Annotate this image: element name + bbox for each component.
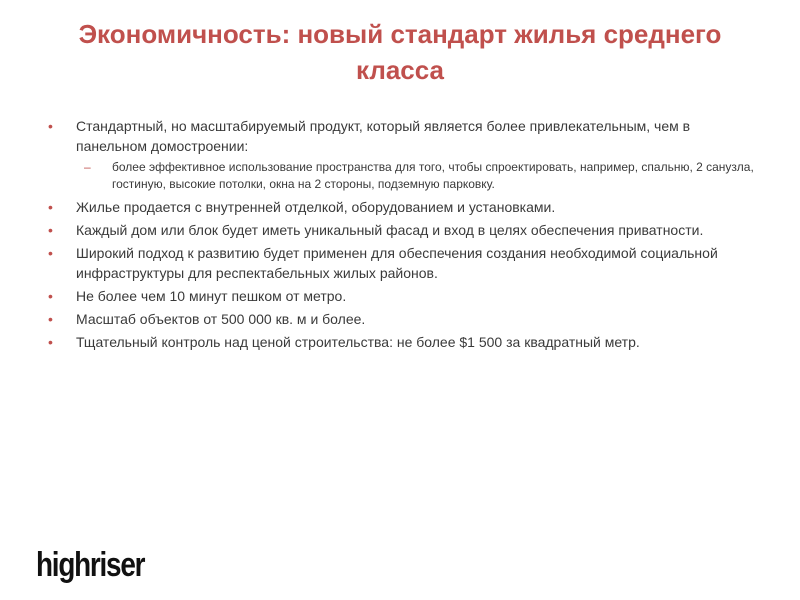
bullet-marker: • xyxy=(48,222,53,238)
sub-bullet-list xyxy=(76,159,758,193)
bullet-list xyxy=(48,116,758,352)
bullet-text: Масштаб объектов от 500 000 кв. м и более. xyxy=(76,311,366,327)
slide-content xyxy=(48,116,758,355)
bullet-text: Стандартный, но масштабируемый продукт, который является более привлекательным, чем в панельном домостроении: xyxy=(76,118,691,154)
bullet-item xyxy=(48,220,758,240)
bullet-item xyxy=(48,286,758,306)
bullet-text: Жилье продается с внутренней отделкой, оборудованием и установками. xyxy=(76,199,556,215)
bullet-item xyxy=(48,243,758,283)
bullet-marker: • xyxy=(48,311,53,327)
sub-bullet-marker: – xyxy=(84,160,91,174)
bullet-item xyxy=(48,309,758,329)
bullet-item xyxy=(48,116,758,193)
bullet-marker: • xyxy=(48,118,53,134)
bullet-text: Широкий подход к развитию будет применен для обеспечения создания необходимой социальной инфраструктуры для респектабельных жилых районов. xyxy=(76,245,718,281)
bullet-item xyxy=(48,197,758,217)
bullet-item xyxy=(48,332,758,352)
highriser-logo: highriser xyxy=(36,546,145,584)
bullet-marker: • xyxy=(48,334,53,350)
slide-title: Экономичность: новый стандарт жилья среднего класса xyxy=(78,19,722,85)
bullet-marker: • xyxy=(48,199,53,215)
sub-bullet-item xyxy=(76,159,758,193)
sub-bullet-text: более эффективное использование пространства для того, чтобы спроектировать, например, спальню, 2 санузла, гостиную, высокие потолки, окна на 2 стороны, подземную парковку. xyxy=(112,160,754,191)
bullet-marker: • xyxy=(48,245,53,261)
bullet-marker: • xyxy=(48,288,53,304)
bullet-text: Тщательный контроль над ценой строительства: не более $1 500 за квадратный метр. xyxy=(76,334,640,350)
bullet-text: Каждый дом или блок будет иметь уникальный фасад и вход в целях обеспечения приватности. xyxy=(76,222,704,238)
bullet-text: Не более чем 10 минут пешком от метро. xyxy=(76,288,347,304)
